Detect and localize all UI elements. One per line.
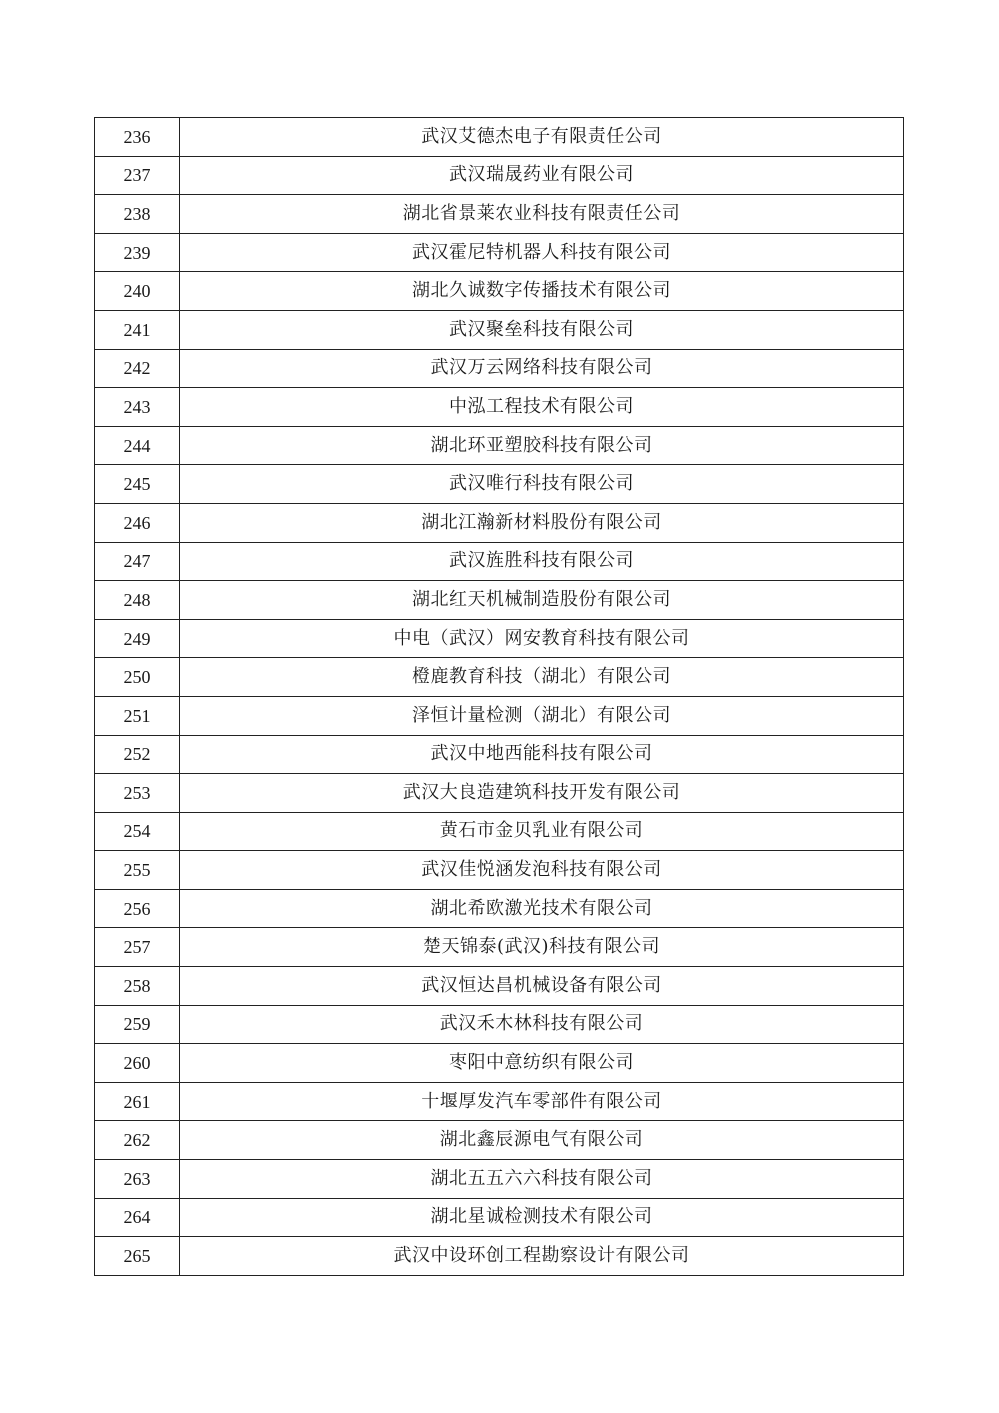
row-number: 244 (95, 426, 180, 465)
company-name: 武汉瑞晟药业有限公司 (180, 156, 904, 195)
table-row (95, 233, 904, 272)
company-name: 武汉中地西能科技有限公司 (180, 735, 904, 774)
row-number: 258 (95, 967, 180, 1006)
company-name: 橙鹿教育科技（湖北）有限公司 (180, 658, 904, 697)
row-number: 263 (95, 1160, 180, 1199)
table-row (95, 812, 904, 851)
company-name: 武汉唯行科技有限公司 (180, 465, 904, 504)
company-name: 武汉大良造建筑科技开发有限公司 (180, 774, 904, 813)
row-number: 241 (95, 310, 180, 349)
company-name: 泽恒计量检测（湖北）有限公司 (180, 696, 904, 735)
company-name: 湖北五五六六科技有限公司 (180, 1160, 904, 1199)
row-number: 262 (95, 1121, 180, 1160)
company-name: 湖北希欧激光技术有限公司 (180, 889, 904, 928)
company-name: 湖北久诚数字传播技术有限公司 (180, 272, 904, 311)
company-name: 武汉万云网络科技有限公司 (180, 349, 904, 388)
table-row (95, 851, 904, 890)
company-list-table (94, 117, 904, 1276)
company-name: 武汉恒达昌机械设备有限公司 (180, 967, 904, 1006)
table-row (95, 658, 904, 697)
row-number: 245 (95, 465, 180, 504)
row-number: 247 (95, 542, 180, 581)
table-row (95, 1005, 904, 1044)
company-name: 湖北省景莱农业科技有限责任公司 (180, 195, 904, 234)
row-number: 254 (95, 812, 180, 851)
row-number: 250 (95, 658, 180, 697)
row-number: 249 (95, 619, 180, 658)
table-row (95, 928, 904, 967)
company-name: 武汉佳悦涵发泡科技有限公司 (180, 851, 904, 890)
company-name: 武汉禾木林科技有限公司 (180, 1005, 904, 1044)
row-number: 260 (95, 1044, 180, 1083)
company-name: 中泓工程技术有限公司 (180, 388, 904, 427)
company-name: 枣阳中意纺织有限公司 (180, 1044, 904, 1083)
row-number: 242 (95, 349, 180, 388)
company-name: 楚天锦泰(武汉)科技有限公司 (180, 928, 904, 967)
table-row (95, 465, 904, 504)
row-number: 240 (95, 272, 180, 311)
table-row (95, 967, 904, 1006)
table-row (95, 1044, 904, 1083)
row-number: 238 (95, 195, 180, 234)
company-name: 湖北环亚塑胶科技有限公司 (180, 426, 904, 465)
row-number: 255 (95, 851, 180, 890)
row-number: 253 (95, 774, 180, 813)
table-row (95, 581, 904, 620)
company-name: 中电（武汉）网安教育科技有限公司 (180, 619, 904, 658)
table-row (95, 426, 904, 465)
row-number: 246 (95, 503, 180, 542)
row-number: 248 (95, 581, 180, 620)
table-row (95, 195, 904, 234)
table-row (95, 349, 904, 388)
table-row (95, 735, 904, 774)
table-row (95, 118, 904, 157)
row-number: 243 (95, 388, 180, 427)
table-row (95, 310, 904, 349)
table-row (95, 889, 904, 928)
company-name: 湖北红天机械制造股份有限公司 (180, 581, 904, 620)
company-name: 武汉艾德杰电子有限责任公司 (180, 118, 904, 157)
table-row (95, 774, 904, 813)
company-name: 黄石市金贝乳业有限公司 (180, 812, 904, 851)
company-name: 湖北星诚检测技术有限公司 (180, 1198, 904, 1237)
company-name: 武汉中设环创工程勘察设计有限公司 (180, 1237, 904, 1276)
row-number: 256 (95, 889, 180, 928)
table-row (95, 542, 904, 581)
table-row (95, 503, 904, 542)
table-row (95, 619, 904, 658)
table-row (95, 388, 904, 427)
row-number: 264 (95, 1198, 180, 1237)
table-row (95, 1121, 904, 1160)
company-name: 十堰厚发汽车零部件有限公司 (180, 1082, 904, 1121)
table-row (95, 1160, 904, 1199)
table-row (95, 1198, 904, 1237)
table-row (95, 1237, 904, 1276)
row-number: 252 (95, 735, 180, 774)
row-number: 265 (95, 1237, 180, 1276)
row-number: 237 (95, 156, 180, 195)
table-row (95, 696, 904, 735)
company-name: 武汉霍尼特机器人科技有限公司 (180, 233, 904, 272)
company-name: 湖北江瀚新材料股份有限公司 (180, 503, 904, 542)
table-row (95, 1082, 904, 1121)
row-number: 251 (95, 696, 180, 735)
company-name: 湖北鑫辰源电气有限公司 (180, 1121, 904, 1160)
row-number: 236 (95, 118, 180, 157)
row-number: 239 (95, 233, 180, 272)
row-number: 257 (95, 928, 180, 967)
row-number: 259 (95, 1005, 180, 1044)
company-list-body (95, 118, 904, 1276)
company-name: 武汉聚垒科技有限公司 (180, 310, 904, 349)
company-name: 武汉旌胜科技有限公司 (180, 542, 904, 581)
table-row (95, 156, 904, 195)
table-row (95, 272, 904, 311)
row-number: 261 (95, 1082, 180, 1121)
